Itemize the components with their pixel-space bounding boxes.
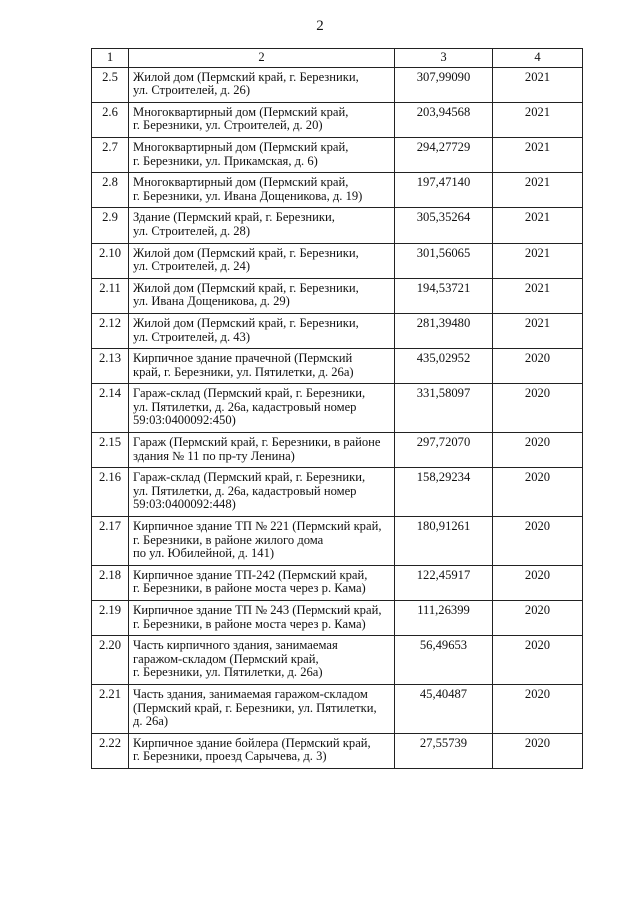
row-year: 2020 (493, 733, 583, 768)
row-value: 197,47140 (395, 173, 493, 208)
row-description: Гараж-склад (Пермский край, г. Березники, ул. Пятилетки, д. 26а, кадастровый номер 59:03:0400092:450) (129, 384, 395, 433)
row-number: 2.6 (92, 102, 129, 137)
table-row (92, 733, 583, 768)
row-number: 2.7 (92, 137, 129, 172)
row-year: 2020 (493, 468, 583, 517)
table-row (92, 684, 583, 733)
row-value: 294,27729 (395, 137, 493, 172)
row-number: 2.13 (92, 349, 129, 384)
row-value: 301,56065 (395, 243, 493, 278)
row-year: 2020 (493, 517, 583, 566)
table-row (92, 636, 583, 685)
row-number: 2.5 (92, 67, 129, 102)
row-number: 2.16 (92, 468, 129, 517)
row-value: 297,72070 (395, 433, 493, 468)
table-row (92, 384, 583, 433)
column-header-4: 4 (493, 49, 583, 68)
row-number: 2.18 (92, 565, 129, 600)
row-value: 435,02952 (395, 349, 493, 384)
row-year: 2021 (493, 313, 583, 348)
row-number: 2.11 (92, 278, 129, 313)
table-row (92, 102, 583, 137)
table-row (92, 565, 583, 600)
row-value: 331,58097 (395, 384, 493, 433)
table-body (92, 67, 583, 768)
row-year: 2020 (493, 684, 583, 733)
row-description: Кирпичное здание ТП-242 (Пермский край, г. Березники, в районе моста через р. Кама) (129, 565, 395, 600)
table-row (92, 137, 583, 172)
column-header-1: 1 (92, 49, 129, 68)
table-row (92, 173, 583, 208)
row-description: Кирпичное здание бойлера (Пермский край, г. Березники, проезд Сарычева, д. 3) (129, 733, 395, 768)
row-description: Жилой дом (Пермский край, г. Березники, ул. Строителей, д. 43) (129, 313, 395, 348)
row-number: 2.14 (92, 384, 129, 433)
row-number: 2.17 (92, 517, 129, 566)
row-description: Многоквартирный дом (Пермский край, г. Березники, ул. Строителей, д. 20) (129, 102, 395, 137)
row-year: 2020 (493, 384, 583, 433)
row-description: Жилой дом (Пермский край, г. Березники, ул. Строителей, д. 24) (129, 243, 395, 278)
row-value: 203,94568 (395, 102, 493, 137)
table-row (92, 517, 583, 566)
row-value: 194,53721 (395, 278, 493, 313)
table-row (92, 601, 583, 636)
row-description: Кирпичное здание ТП № 243 (Пермский край, г. Березники, в районе моста через р. Кама) (129, 601, 395, 636)
table-row (92, 67, 583, 102)
column-header-2: 2 (129, 49, 395, 68)
column-header-3: 3 (395, 49, 493, 68)
row-number: 2.21 (92, 684, 129, 733)
row-year: 2021 (493, 67, 583, 102)
row-number: 2.8 (92, 173, 129, 208)
table-row (92, 313, 583, 348)
row-value: 122,45917 (395, 565, 493, 600)
row-year: 2020 (493, 565, 583, 600)
table-row (92, 433, 583, 468)
row-year: 2021 (493, 278, 583, 313)
row-value: 307,99090 (395, 67, 493, 102)
row-number: 2.22 (92, 733, 129, 768)
row-description: Кирпичное здание прачечной (Пермский край, г. Березники, ул. Пятилетки, д. 26а) (129, 349, 395, 384)
row-number: 2.12 (92, 313, 129, 348)
row-value: 180,91261 (395, 517, 493, 566)
row-description: Кирпичное здание ТП № 221 (Пермский край, г. Березники, в районе жилого дома по ул. Юбилейной, д. 141) (129, 517, 395, 566)
table-row (92, 208, 583, 243)
row-description: Часть кирпичного здания, занимаемая гаражом-складом (Пермский край, г. Березники, ул. Пятилетки, д. 26а) (129, 636, 395, 685)
row-description: Здание (Пермский край, г. Березники, ул. Строителей, д. 28) (129, 208, 395, 243)
table-row (92, 243, 583, 278)
row-year: 2020 (493, 433, 583, 468)
row-description: Гараж (Пермский край, г. Березники, в районе здания № 11 по пр-ту Ленина) (129, 433, 395, 468)
table-row (92, 468, 583, 517)
property-table (91, 48, 583, 769)
row-year: 2020 (493, 349, 583, 384)
row-number: 2.9 (92, 208, 129, 243)
row-number: 2.10 (92, 243, 129, 278)
row-value: 281,39480 (395, 313, 493, 348)
row-value: 56,49653 (395, 636, 493, 685)
row-year: 2021 (493, 102, 583, 137)
row-year: 2021 (493, 137, 583, 172)
row-year: 2021 (493, 243, 583, 278)
row-value: 111,26399 (395, 601, 493, 636)
row-value: 27,55739 (395, 733, 493, 768)
row-number: 2.15 (92, 433, 129, 468)
row-number: 2.20 (92, 636, 129, 685)
row-description: Многоквартирный дом (Пермский край, г. Березники, ул. Ивана Дощеникова, д. 19) (129, 173, 395, 208)
table-header-row (92, 49, 583, 68)
row-value: 305,35264 (395, 208, 493, 243)
row-description: Гараж-склад (Пермский край, г. Березники, ул. Пятилетки, д. 26а, кадастровый номер 59:03:0400092:448) (129, 468, 395, 517)
row-value: 158,29234 (395, 468, 493, 517)
row-value: 45,40487 (395, 684, 493, 733)
page-number: 2 (316, 18, 324, 34)
row-number: 2.19 (92, 601, 129, 636)
row-description: Жилой дом (Пермский край, г. Березники, ул. Строителей, д. 26) (129, 67, 395, 102)
table-row (92, 349, 583, 384)
table-row (92, 278, 583, 313)
row-year: 2020 (493, 601, 583, 636)
row-year: 2021 (493, 173, 583, 208)
row-description: Жилой дом (Пермский край, г. Березники, ул. Ивана Дощеникова, д. 29) (129, 278, 395, 313)
row-year: 2021 (493, 208, 583, 243)
row-description: Часть здания, занимаемая гаражом-складом (Пермский край, г. Березники, ул. Пятилетки, д. 26а) (129, 684, 395, 733)
row-description: Многоквартирный дом (Пермский край, г. Березники, ул. Прикамская, д. 6) (129, 137, 395, 172)
row-year: 2020 (493, 636, 583, 685)
